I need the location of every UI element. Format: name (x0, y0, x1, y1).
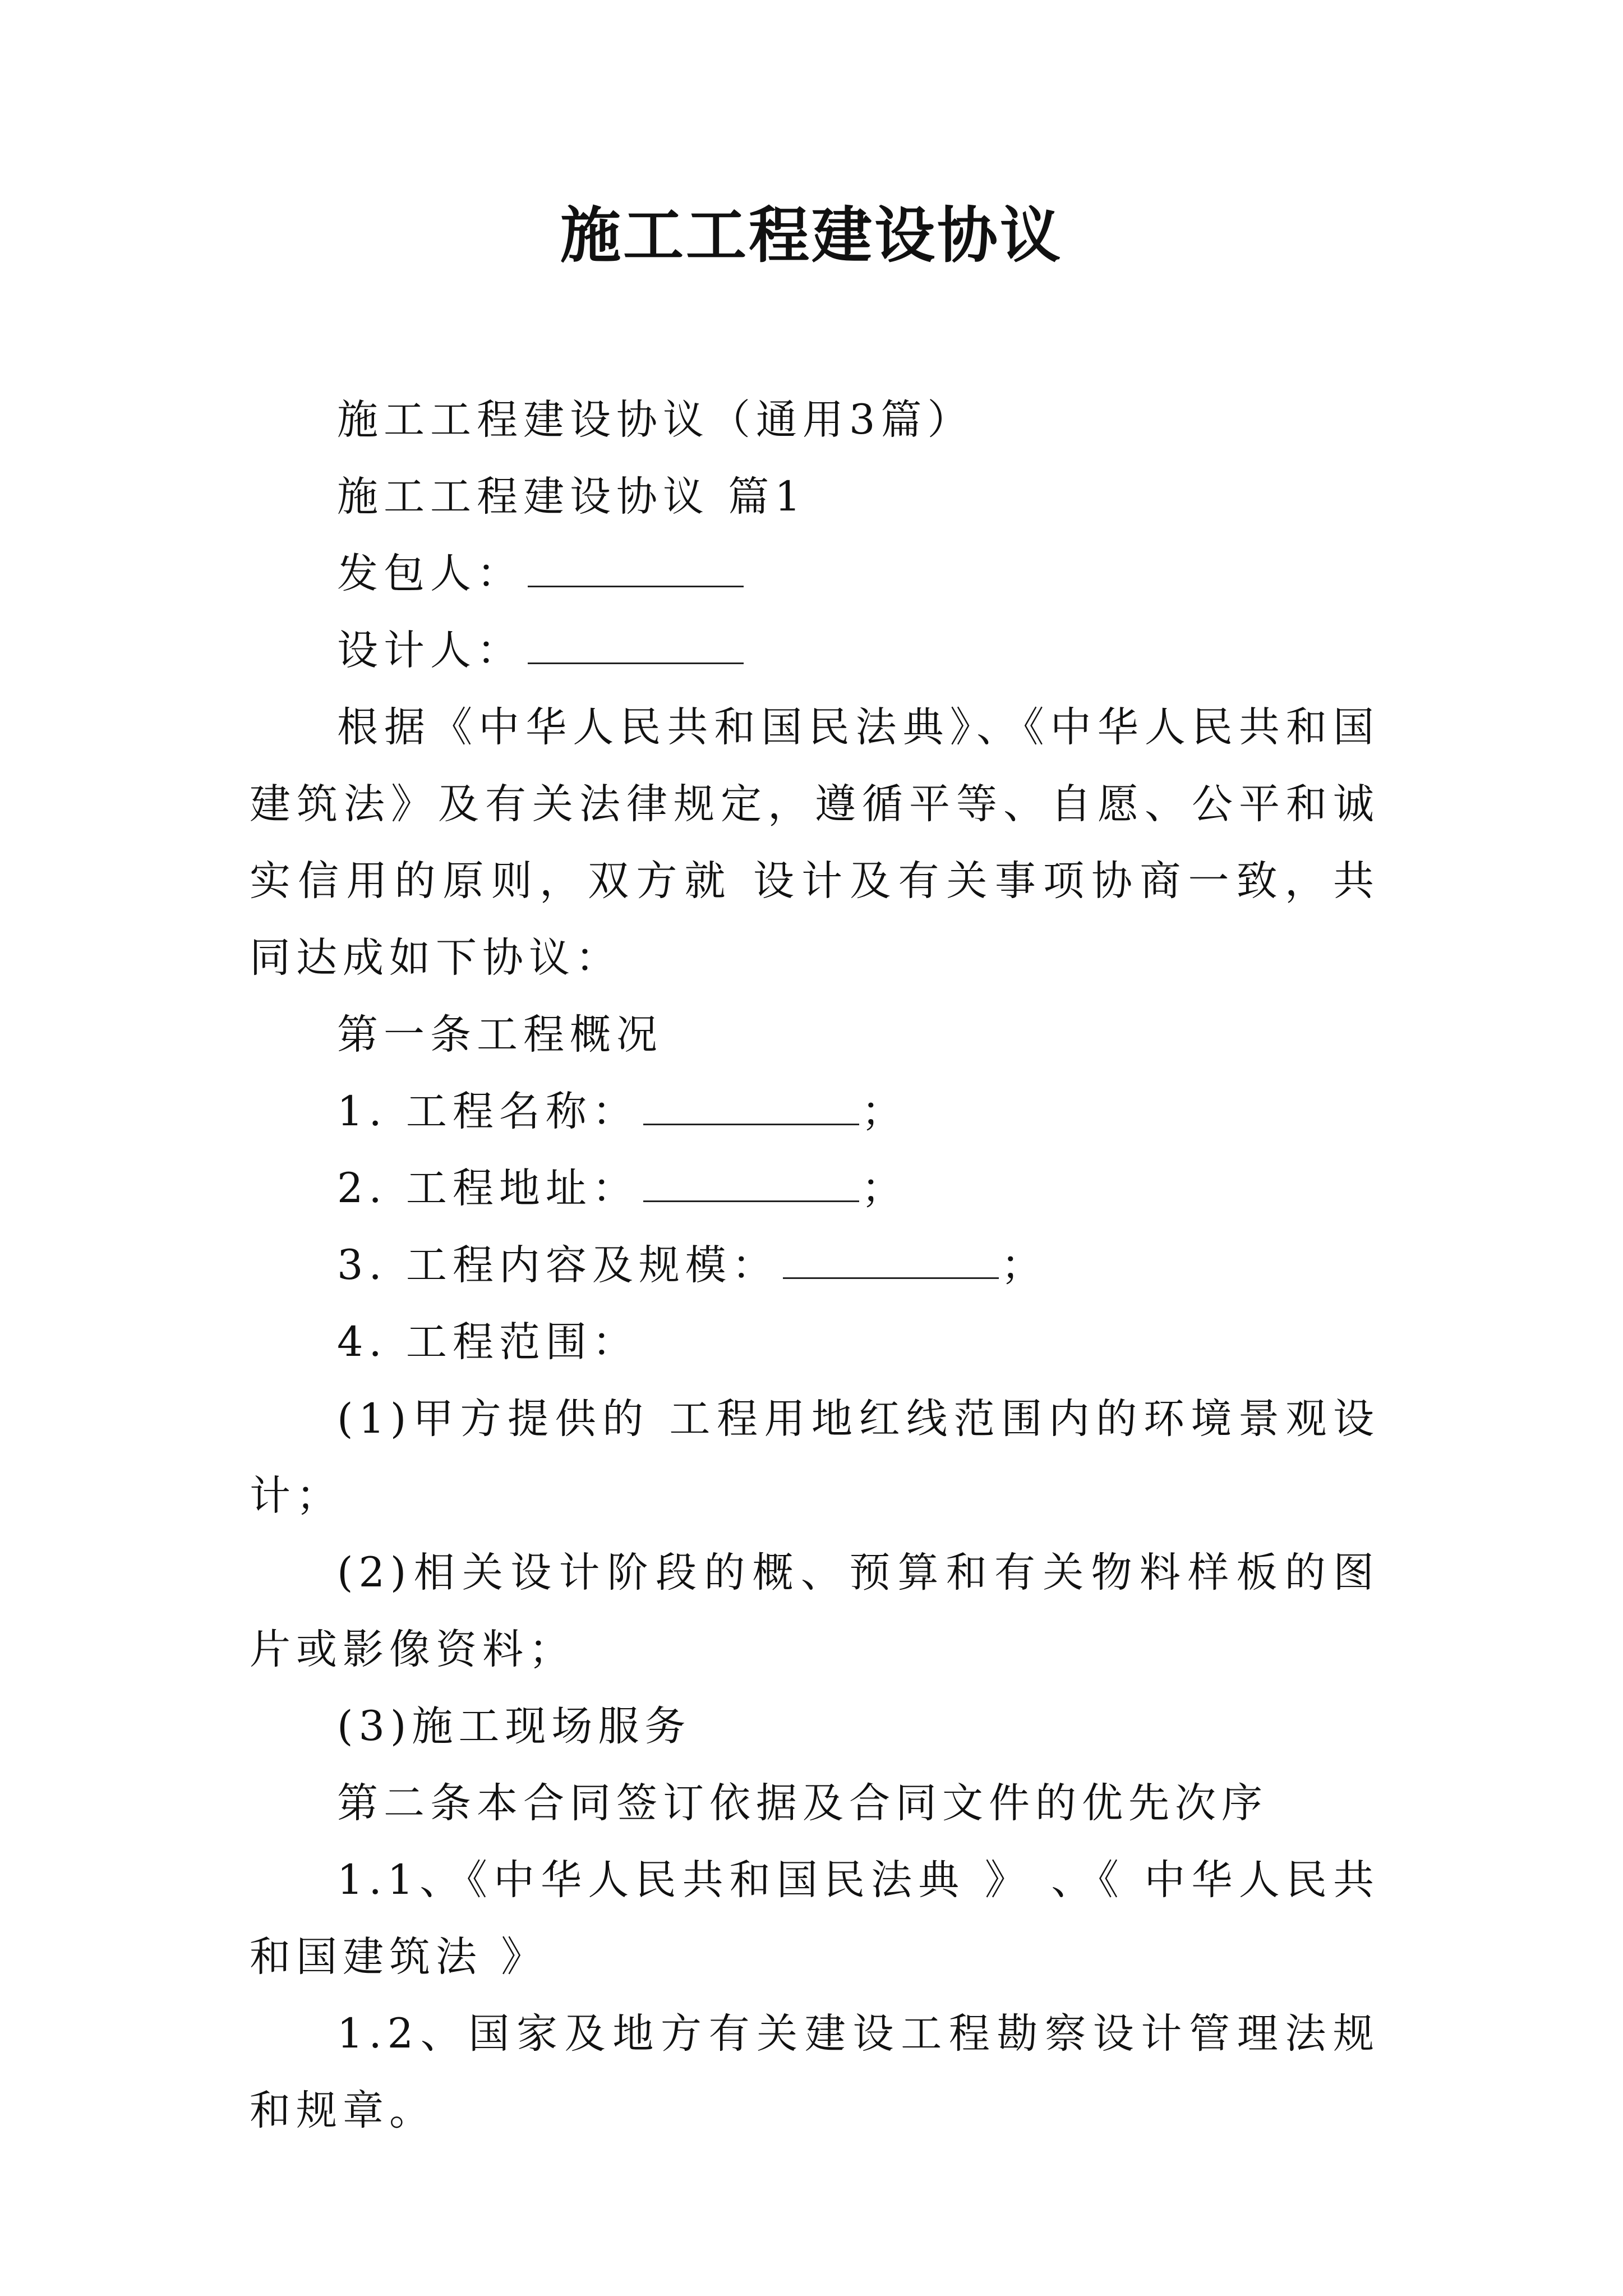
article1-title: 第一条工程概况 (337, 1011, 663, 1059)
scope1: (1)甲方提供的 工程用地红线范围内的环境景观设计； (250, 1395, 1380, 1520)
item2-line (250, 1150, 1380, 1227)
employer-blank (528, 552, 744, 587)
designer-blank (528, 629, 744, 664)
intro-paragraph: 根据《中华人民共和国民法典》、《中华人民共和国建筑法》及有关法律规定，遵循平等、自愿、公平和诚实信用的原则，双方就 设计及有关事项协商一致，共同达成如下协议： (250, 703, 1380, 982)
document-title: 施工工程建设协议 (560, 200, 1063, 271)
part-heading: 施工工程建设协议 篇1 (337, 473, 806, 521)
item1-line (250, 1073, 1380, 1150)
employer-label: 发包人： (337, 550, 523, 597)
designer-line (250, 612, 1380, 689)
item2-label: 2. 工程地址： (337, 1165, 639, 1212)
item2-blank (643, 1167, 859, 1202)
item1-label: 1. 工程名称： (337, 1088, 639, 1135)
scope2: (2)相关设计阶段的概、预算和有关物料样板的图片或影像资料； (250, 1549, 1380, 1673)
item4-line: 4. 工程范围： (337, 1318, 639, 1366)
article2-title: 第二条本合同签订依据及合同文件的优先次序 (337, 1779, 1268, 1827)
item2-end: ； (861, 1165, 908, 1212)
item3-line (250, 1227, 1380, 1304)
item3-blank (783, 1244, 999, 1279)
employer-line (250, 535, 1380, 612)
item3-end: ； (1000, 1241, 1048, 1289)
item1-end: ； (861, 1088, 908, 1135)
item3-label: 3. 工程内容及规模： (337, 1241, 778, 1289)
item1-blank (643, 1090, 859, 1125)
designer-label: 设计人： (337, 627, 523, 674)
document-body (250, 381, 1380, 2149)
basis2: 1.2、国家及地方有关建设工程勘察设计管理法规和规章。 (250, 2010, 1380, 2134)
basis1: 1.1、《中华人民共和国民法典 》 、《 中华人民共和国建筑法 》 (250, 1856, 1380, 1981)
subtitle: 施工工程建设协议（通用3篇） (337, 396, 974, 444)
scope3: (3)施工现场服务 (337, 1703, 691, 1750)
